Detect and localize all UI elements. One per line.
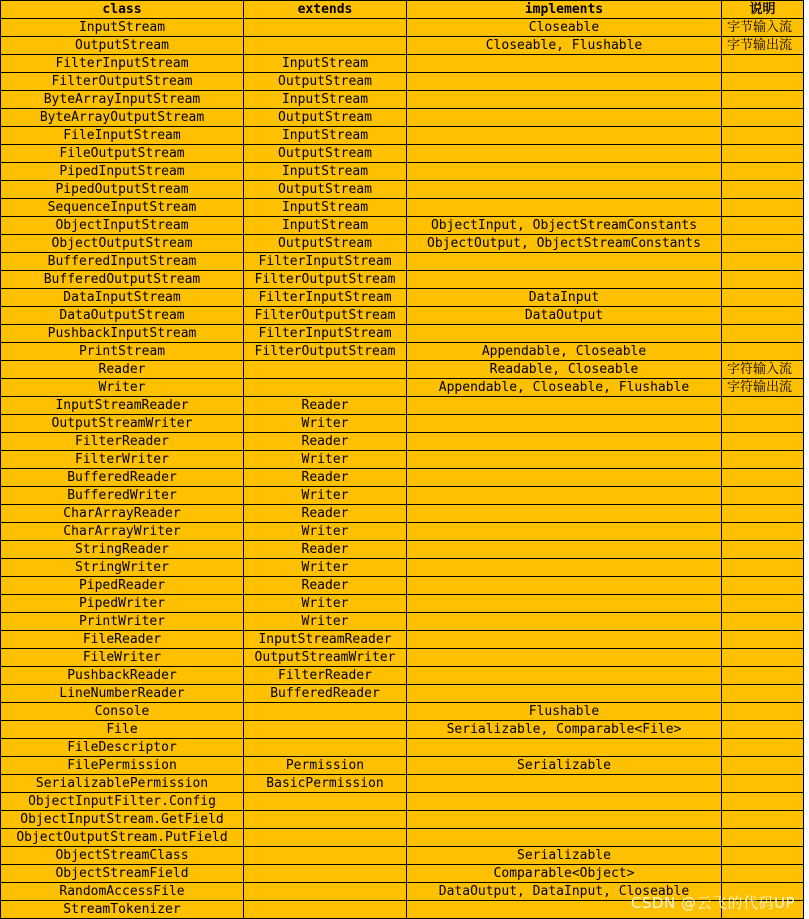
- implements-cell: [407, 739, 722, 757]
- table-row: [1, 127, 804, 145]
- class-cell: FileOutputStream: [1, 145, 244, 163]
- extends-cell: [244, 37, 407, 55]
- table-row: [1, 631, 804, 649]
- class-cell: FilePermission: [1, 757, 244, 775]
- implements-cell: [407, 559, 722, 577]
- implements-cell: [407, 325, 722, 343]
- table-row: [1, 181, 804, 199]
- class-cell: Console: [1, 703, 244, 721]
- extends-cell: Writer: [244, 559, 407, 577]
- class-cell: FilterInputStream: [1, 55, 244, 73]
- note-cell: [722, 739, 804, 757]
- note-cell: [722, 775, 804, 793]
- note-cell: [722, 649, 804, 667]
- class-cell: PushbackInputStream: [1, 325, 244, 343]
- extends-cell: Reader: [244, 541, 407, 559]
- implements-cell: [407, 667, 722, 685]
- class-cell: BufferedWriter: [1, 487, 244, 505]
- table-row: [1, 847, 804, 865]
- note-cell: 字符输入流: [722, 361, 804, 379]
- header-class: class: [1, 1, 244, 19]
- class-cell: ObjectOutputStream.PutField: [1, 829, 244, 847]
- implements-cell: [407, 487, 722, 505]
- note-cell: [722, 343, 804, 361]
- class-cell: FileReader: [1, 631, 244, 649]
- implements-cell: [407, 127, 722, 145]
- note-cell: [722, 127, 804, 145]
- extends-cell: OutputStream: [244, 145, 407, 163]
- extends-cell: FilterOutputStream: [244, 307, 407, 325]
- table-row: [1, 19, 804, 37]
- note-cell: [722, 613, 804, 631]
- note-cell: [722, 289, 804, 307]
- note-cell: [722, 523, 804, 541]
- table-row: [1, 757, 804, 775]
- watermark: CSDN @云飞的代码UP: [630, 894, 795, 912]
- implements-cell: DataOutput, DataInput, Closeable: [407, 883, 722, 901]
- extends-cell: InputStream: [244, 91, 407, 109]
- class-cell: FileDescriptor: [1, 739, 244, 757]
- implements-cell: [407, 595, 722, 613]
- implements-cell: [407, 523, 722, 541]
- table-row: [1, 613, 804, 631]
- class-cell: InputStream: [1, 19, 244, 37]
- note-cell: [722, 415, 804, 433]
- implements-cell: [407, 109, 722, 127]
- class-cell: ByteArrayInputStream: [1, 91, 244, 109]
- table-row: [1, 325, 804, 343]
- implements-cell: [407, 793, 722, 811]
- note-cell: [722, 109, 804, 127]
- table-row: [1, 415, 804, 433]
- class-cell: StreamTokenizer: [1, 901, 244, 919]
- table-row: [1, 253, 804, 271]
- extends-cell: BasicPermission: [244, 775, 407, 793]
- extends-cell: FilterOutputStream: [244, 343, 407, 361]
- note-cell: [722, 631, 804, 649]
- class-cell: PipedOutputStream: [1, 181, 244, 199]
- implements-cell: [407, 505, 722, 523]
- table-row: [1, 73, 804, 91]
- note-cell: [722, 55, 804, 73]
- extends-cell: Writer: [244, 415, 407, 433]
- note-cell: [722, 865, 804, 883]
- class-cell: PipedWriter: [1, 595, 244, 613]
- extends-cell: [244, 721, 407, 739]
- implements-cell: Serializable: [407, 847, 722, 865]
- extends-cell: OutputStream: [244, 181, 407, 199]
- note-cell: [722, 559, 804, 577]
- note-cell: [722, 847, 804, 865]
- class-cell: File: [1, 721, 244, 739]
- table-row: [1, 721, 804, 739]
- table-row: [1, 559, 804, 577]
- table-row: [1, 199, 804, 217]
- implements-cell: [407, 577, 722, 595]
- table-row: [1, 163, 804, 181]
- note-cell: 字节输出流: [722, 37, 804, 55]
- table-row: [1, 361, 804, 379]
- implements-cell: DataOutput: [407, 307, 722, 325]
- table-row: [1, 343, 804, 361]
- extends-cell: [244, 379, 407, 397]
- class-cell: InputStreamReader: [1, 397, 244, 415]
- implements-cell: [407, 613, 722, 631]
- table-row: [1, 55, 804, 73]
- table-row: [1, 433, 804, 451]
- extends-cell: Writer: [244, 595, 407, 613]
- class-cell: SerializablePermission: [1, 775, 244, 793]
- extends-cell: InputStream: [244, 127, 407, 145]
- table-row: [1, 829, 804, 847]
- class-cell: StringReader: [1, 541, 244, 559]
- table-row: [1, 703, 804, 721]
- extends-cell: [244, 829, 407, 847]
- table-row: [1, 487, 804, 505]
- class-cell: ObjectStreamField: [1, 865, 244, 883]
- class-cell: PipedReader: [1, 577, 244, 595]
- table-row: [1, 541, 804, 559]
- extends-cell: FilterOutputStream: [244, 271, 407, 289]
- class-cell: ObjectInputStream.GetField: [1, 811, 244, 829]
- table-row: [1, 307, 804, 325]
- note-cell: [722, 91, 804, 109]
- implements-cell: [407, 541, 722, 559]
- implements-cell: Appendable, Closeable: [407, 343, 722, 361]
- implements-cell: [407, 451, 722, 469]
- table-row: [1, 685, 804, 703]
- extends-cell: Reader: [244, 469, 407, 487]
- table-row: [1, 271, 804, 289]
- extends-cell: Writer: [244, 613, 407, 631]
- class-cell: FilterOutputStream: [1, 73, 244, 91]
- implements-cell: [407, 811, 722, 829]
- implements-cell: ObjectInput, ObjectStreamConstants: [407, 217, 722, 235]
- header-extends: extends: [244, 1, 407, 19]
- note-cell: [722, 325, 804, 343]
- table-row: [1, 595, 804, 613]
- note-cell: [722, 667, 804, 685]
- implements-cell: [407, 91, 722, 109]
- implements-cell: [407, 181, 722, 199]
- note-cell: [722, 433, 804, 451]
- header-note: 说明: [722, 1, 804, 19]
- extends-cell: InputStream: [244, 199, 407, 217]
- implements-cell: Closeable, Flushable: [407, 37, 722, 55]
- class-cell: CharArrayReader: [1, 505, 244, 523]
- extends-cell: OutputStream: [244, 73, 407, 91]
- implements-cell: Closeable: [407, 19, 722, 37]
- extends-cell: BufferedReader: [244, 685, 407, 703]
- header-row: [1, 1, 804, 19]
- class-cell: ObjectInputStream: [1, 217, 244, 235]
- table-row: [1, 523, 804, 541]
- extends-cell: [244, 847, 407, 865]
- implements-cell: [407, 199, 722, 217]
- table-row: [1, 667, 804, 685]
- extends-cell: Writer: [244, 523, 407, 541]
- extends-cell: OutputStreamWriter: [244, 649, 407, 667]
- table-row: [1, 811, 804, 829]
- extends-cell: Reader: [244, 577, 407, 595]
- class-cell: Writer: [1, 379, 244, 397]
- note-cell: [722, 703, 804, 721]
- table-row: [1, 37, 804, 55]
- note-cell: [722, 469, 804, 487]
- implements-cell: [407, 163, 722, 181]
- class-cell: OutputStreamWriter: [1, 415, 244, 433]
- extends-cell: Reader: [244, 505, 407, 523]
- note-cell: [722, 451, 804, 469]
- table-row: [1, 577, 804, 595]
- table-row: [1, 793, 804, 811]
- note-cell: [722, 757, 804, 775]
- implements-cell: [407, 469, 722, 487]
- implements-cell: [407, 631, 722, 649]
- implements-cell: Flushable: [407, 703, 722, 721]
- note-cell: [722, 73, 804, 91]
- note-cell: 字节输入流: [722, 19, 804, 37]
- class-cell: BufferedOutputStream: [1, 271, 244, 289]
- implements-cell: [407, 433, 722, 451]
- extends-cell: [244, 739, 407, 757]
- extends-cell: OutputStream: [244, 109, 407, 127]
- extends-cell: [244, 793, 407, 811]
- extends-cell: [244, 865, 407, 883]
- class-cell: DataOutputStream: [1, 307, 244, 325]
- class-cell: PipedInputStream: [1, 163, 244, 181]
- note-cell: [722, 541, 804, 559]
- implements-cell: [407, 253, 722, 271]
- note-cell: [722, 271, 804, 289]
- extends-cell: FilterInputStream: [244, 325, 407, 343]
- note-cell: [722, 307, 804, 325]
- note-cell: 字符输出流: [722, 379, 804, 397]
- extends-cell: [244, 901, 407, 919]
- class-cell: PushbackReader: [1, 667, 244, 685]
- table-row: [1, 397, 804, 415]
- class-cell: PrintStream: [1, 343, 244, 361]
- table-row: [1, 91, 804, 109]
- implements-cell: [407, 73, 722, 91]
- extends-cell: Permission: [244, 757, 407, 775]
- class-cell: OutputStream: [1, 37, 244, 55]
- extends-cell: Writer: [244, 487, 407, 505]
- note-cell: [722, 829, 804, 847]
- extends-cell: FilterReader: [244, 667, 407, 685]
- table-row: [1, 109, 804, 127]
- note-cell: [722, 145, 804, 163]
- note-cell: [722, 811, 804, 829]
- extends-cell: InputStream: [244, 217, 407, 235]
- class-cell: FilterReader: [1, 433, 244, 451]
- table-row: [1, 235, 804, 253]
- class-cell: BufferedReader: [1, 469, 244, 487]
- class-cell: ObjectInputFilter.Config: [1, 793, 244, 811]
- implements-cell: [407, 775, 722, 793]
- implements-cell: ObjectOutput, ObjectStreamConstants: [407, 235, 722, 253]
- extends-cell: [244, 19, 407, 37]
- class-cell: FileWriter: [1, 649, 244, 667]
- implements-cell: Appendable, Closeable, Flushable: [407, 379, 722, 397]
- header-implements: implements: [407, 1, 722, 19]
- table-row: [1, 289, 804, 307]
- note-cell: [722, 595, 804, 613]
- note-cell: [722, 793, 804, 811]
- class-cell: StringWriter: [1, 559, 244, 577]
- table-row: [1, 649, 804, 667]
- implements-cell: [407, 649, 722, 667]
- extends-cell: Reader: [244, 397, 407, 415]
- table-row: [1, 145, 804, 163]
- extends-cell: Writer: [244, 451, 407, 469]
- table-row: [1, 865, 804, 883]
- extends-cell: Reader: [244, 433, 407, 451]
- implements-cell: [407, 55, 722, 73]
- class-cell: SequenceInputStream: [1, 199, 244, 217]
- note-cell: [722, 487, 804, 505]
- class-cell: DataInputStream: [1, 289, 244, 307]
- note-cell: [722, 217, 804, 235]
- implements-cell: [407, 685, 722, 703]
- implements-cell: [407, 415, 722, 433]
- implements-cell: Serializable: [407, 757, 722, 775]
- table-row: [1, 775, 804, 793]
- implements-cell: [407, 397, 722, 415]
- implements-cell: [407, 829, 722, 847]
- extends-cell: [244, 883, 407, 901]
- note-cell: [722, 235, 804, 253]
- note-cell: [722, 505, 804, 523]
- implements-cell: Comparable<Object>: [407, 865, 722, 883]
- note-cell: [722, 199, 804, 217]
- implements-cell: Serializable, Comparable<File>: [407, 721, 722, 739]
- extends-cell: [244, 703, 407, 721]
- table-row: [1, 217, 804, 235]
- note-cell: [722, 577, 804, 595]
- class-cell: BufferedInputStream: [1, 253, 244, 271]
- extends-cell: [244, 811, 407, 829]
- extends-cell: FilterInputStream: [244, 289, 407, 307]
- class-cell: CharArrayWriter: [1, 523, 244, 541]
- note-cell: [722, 163, 804, 181]
- class-cell: ObjectOutputStream: [1, 235, 244, 253]
- extends-cell: FilterInputStream: [244, 253, 407, 271]
- implements-cell: [407, 271, 722, 289]
- class-cell: FilterWriter: [1, 451, 244, 469]
- table-row: [1, 505, 804, 523]
- table-body: [1, 19, 804, 919]
- class-cell: LineNumberReader: [1, 685, 244, 703]
- extends-cell: [244, 361, 407, 379]
- table-row: [1, 451, 804, 469]
- implements-cell: Readable, Closeable: [407, 361, 722, 379]
- class-cell: ObjectStreamClass: [1, 847, 244, 865]
- implements-cell: DataInput: [407, 289, 722, 307]
- class-cell: Reader: [1, 361, 244, 379]
- class-cell: RandomAccessFile: [1, 883, 244, 901]
- note-cell: [722, 253, 804, 271]
- table-row: [1, 739, 804, 757]
- table-row: [1, 469, 804, 487]
- note-cell: [722, 685, 804, 703]
- note-cell: [722, 181, 804, 199]
- note-cell: [722, 397, 804, 415]
- class-cell: ByteArrayOutputStream: [1, 109, 244, 127]
- table-row: [1, 379, 804, 397]
- class-cell: FileInputStream: [1, 127, 244, 145]
- extends-cell: OutputStream: [244, 235, 407, 253]
- note-cell: [722, 721, 804, 739]
- class-cell: PrintWriter: [1, 613, 244, 631]
- implements-cell: [407, 145, 722, 163]
- extends-cell: InputStream: [244, 163, 407, 181]
- extends-cell: InputStreamReader: [244, 631, 407, 649]
- extends-cell: InputStream: [244, 55, 407, 73]
